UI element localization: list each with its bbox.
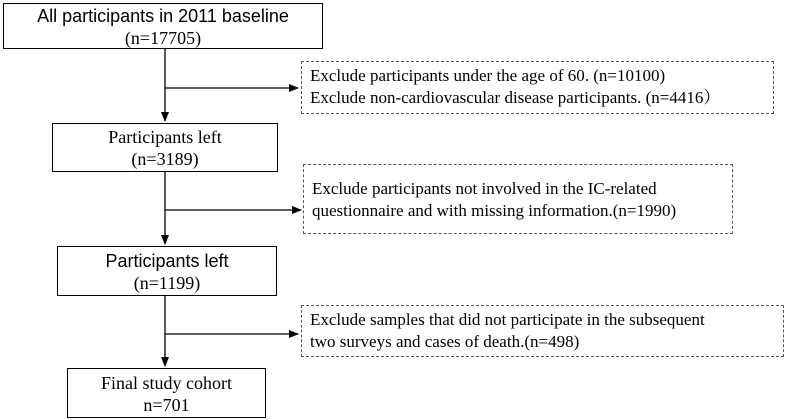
participants-left-1-count: (n=3189) <box>131 149 199 169</box>
baseline-title: All participants in 2011 baseline <box>37 6 289 26</box>
exclusion-1-line-1: Exclude participants under the age of 60. (n=10100) <box>310 66 666 85</box>
exclusion-box-1 <box>301 61 774 114</box>
participants-left-2-count: (n=1199) <box>133 273 201 293</box>
exclusion-3-line-1: Exclude samples that did not participate in the subsequent <box>310 310 705 329</box>
participants-left-box-1 <box>52 123 278 172</box>
exclusion-2-line-2: questionnaire and with missing information.(n=1990) <box>312 201 677 220</box>
final-cohort-box <box>67 368 266 418</box>
final-cohort-title: Final study cohort <box>101 373 232 393</box>
exclusion-box-2 <box>303 164 733 234</box>
exclusion-3-line-2: two surveys and cases of death.(n=498) <box>310 332 580 351</box>
final-cohort-count: n=701 <box>143 395 190 415</box>
exclusion-2-line-1: Exclude participants not involved in the IC-related <box>312 179 657 198</box>
participants-left-box-2 <box>57 246 277 296</box>
participants-left-2-title: Participants left <box>105 251 229 271</box>
exclusion-1-line-2: Exclude non-cardiovascular disease participants. (n=4416） <box>310 88 721 107</box>
exclusion-box-3 <box>301 305 784 357</box>
baseline-box <box>3 3 323 49</box>
baseline-count: (n=17705) <box>124 28 202 48</box>
participants-left-1-title: Participants left <box>108 127 222 147</box>
